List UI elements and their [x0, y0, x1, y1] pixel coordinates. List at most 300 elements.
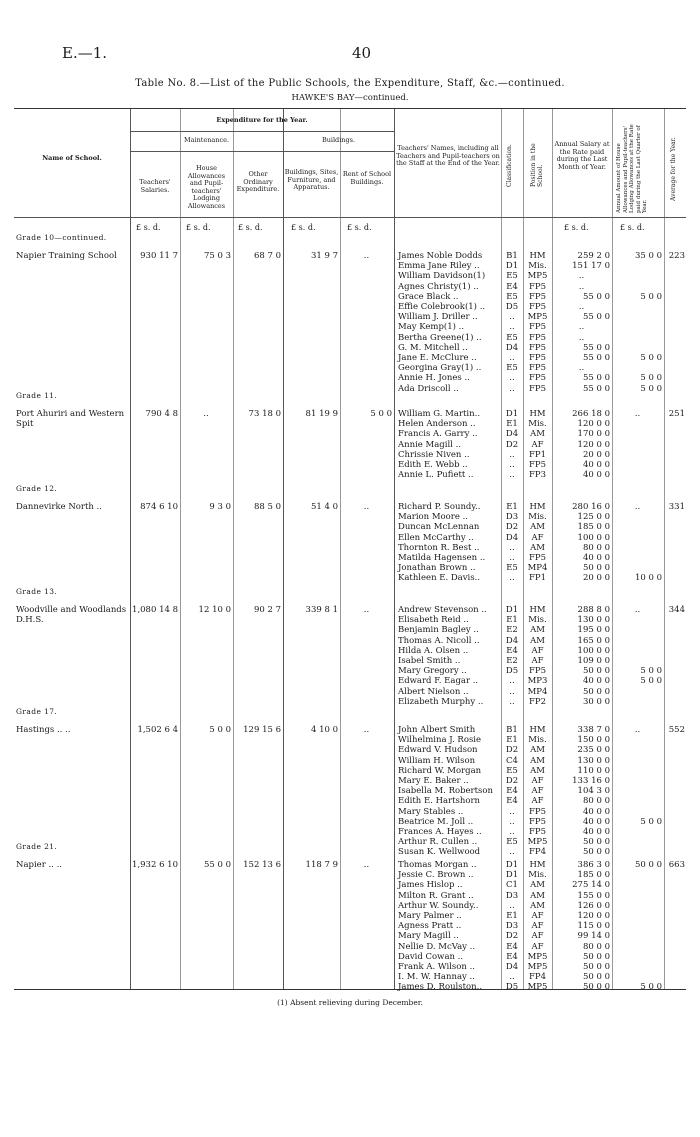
staff-position: FP5 — [528, 363, 547, 374]
staff-salary: 109 0 0 — [577, 656, 610, 666]
page-number: 40 — [352, 44, 372, 62]
staff-salary: 115 0 0 — [577, 921, 610, 932]
school-name: Dannevirke North .. — [16, 502, 102, 512]
staff-classification: .. — [509, 900, 515, 911]
staff-salary: 266 18 0 — [572, 409, 610, 419]
staff-classification: E5 — [506, 837, 518, 848]
staff-classification: D4 — [505, 342, 519, 353]
staff-position: MP4 — [527, 686, 548, 697]
staff-name: Grace Black .. — [398, 291, 459, 302]
staff-name: Isabel Smith .. — [398, 656, 461, 666]
staff-name: Wilhelmina J. Rosie — [398, 735, 482, 746]
staff-salary: 30 0 0 — [582, 696, 610, 707]
header-position: Position in the School. — [530, 143, 544, 187]
school-rent: 5 0 0 — [370, 409, 392, 419]
staff-name: Annie H. Jones .. — [398, 373, 470, 384]
staff-position: HM — [529, 502, 546, 512]
staff-position: AM — [530, 755, 545, 766]
staff-salary: 50 0 0 — [582, 686, 610, 697]
staff-position: MP5 — [527, 312, 548, 323]
school-name: Woodville and Woodlands D.H.S. — [16, 605, 127, 625]
staff-salary: 50 0 0 — [582, 847, 610, 858]
school-sites: 118 7 9 — [305, 860, 338, 870]
staff-salary: 40 0 0 — [582, 470, 610, 481]
staff-position: FP1 — [528, 449, 547, 460]
staff-position: HM — [529, 409, 546, 419]
school-rent: .. — [363, 502, 370, 512]
staff-classification: E5 — [506, 291, 518, 302]
staff-name: Mary Stables .. — [398, 806, 464, 817]
staff-classification: D4 — [505, 429, 519, 440]
staff-position: FP3 — [528, 470, 547, 481]
header-annual-amount: Annual Amount of House Allowances and Pupil-teachers' Lodging Allowances at the Rate paid during the Last Quarter of Year. — [616, 124, 648, 213]
staff-classification: E2 — [506, 656, 518, 666]
header-salaries: Teachers' Salaries. — [139, 178, 171, 194]
staff-name: May Kemp(1) .. — [398, 322, 465, 333]
header-rent: Rent of School Buildings. — [342, 170, 392, 186]
staff-position: FP5 — [528, 827, 547, 837]
staff-position: Mis. — [528, 615, 547, 626]
staff-classification: .. — [509, 816, 515, 827]
staff-salary: 151 17 0 — [572, 261, 610, 272]
staff-position: AF — [531, 941, 544, 952]
staff-position: HM — [529, 605, 546, 615]
school-salaries: 874 6 10 — [140, 502, 178, 512]
staff-classification: E4 — [506, 786, 518, 797]
staff-name: I. M. W. Hannay .. — [398, 972, 475, 983]
grade-label: Grade 10—continued. — [16, 233, 107, 242]
staff-salary: 50 0 0 — [582, 951, 610, 962]
staff-salary: 104 3 0 — [577, 786, 610, 797]
staff-position: AM — [530, 880, 545, 891]
staff-salary: 259 2 0 — [577, 251, 610, 261]
staff-position: FP5 — [528, 302, 547, 312]
staff-name: Benjamin Bagley .. — [398, 625, 479, 636]
header-maintenance: Maintenance. — [183, 136, 230, 144]
school-house: .. — [203, 409, 209, 419]
staff-name: Nellie D. McVay .. — [398, 941, 476, 952]
staff-position: AM — [530, 542, 545, 553]
staff-salary: 50 0 0 — [582, 563, 610, 574]
staff-name: Thomas Morgan .. — [398, 860, 477, 870]
grade-label: Grade 11. — [16, 391, 58, 400]
school-other: 90 2 7 — [253, 605, 281, 615]
school-other: 129 15 6 — [243, 725, 281, 735]
lsd-salaries: £ s. d. — [136, 223, 161, 232]
staff-position: HM — [529, 725, 546, 735]
header-sites: Buildings, Sites, Furniture, and Apparatus. — [284, 168, 339, 191]
staff-classification: D3 — [505, 512, 519, 523]
grade-label: Grade 17. — [16, 707, 58, 716]
staff-classification: D5 — [505, 982, 519, 993]
staff-classification: C1 — [506, 880, 518, 891]
staff-classification: E4 — [506, 645, 518, 656]
staff-position: MP5 — [527, 837, 548, 848]
staff-name: Agnes Christy(1) .. — [398, 281, 479, 292]
staff-salary: .. — [578, 322, 585, 333]
school-rent: .. — [363, 725, 370, 735]
staff-name: Edith E. Hartshorn — [398, 796, 481, 807]
staff-classification: D5 — [505, 302, 519, 312]
staff-position: Mis. — [528, 735, 547, 746]
school-average: 223 — [668, 251, 685, 261]
school-sites: 31 9 7 — [310, 251, 338, 261]
staff-classification: B1 — [506, 251, 518, 261]
staff-position: FP5 — [528, 383, 547, 394]
staff-allowance: 5 0 0 — [640, 666, 662, 677]
staff-classification: D1 — [505, 870, 519, 881]
staff-name: Arthur R. Cullen .. — [398, 837, 478, 848]
staff-salary: 150 0 0 — [577, 735, 610, 746]
staff-salary: 120 0 0 — [577, 419, 610, 430]
staff-classification: D4 — [505, 532, 519, 543]
school-house: 5 0 0 — [209, 725, 231, 735]
staff-name: Ada Driscoll .. — [398, 383, 459, 394]
staff-classification: .. — [509, 470, 515, 481]
staff-name: William H. Wilson — [398, 755, 476, 766]
staff-classification: .. — [509, 553, 515, 563]
staff-classification: E1 — [506, 419, 518, 430]
staff-position: AF — [531, 786, 544, 797]
staff-salary: 155 0 0 — [577, 890, 610, 901]
staff-salary: 55 0 0 — [582, 353, 610, 363]
staff-salary: 40 0 0 — [582, 553, 610, 563]
school-sites: 81 19 9 — [305, 409, 338, 419]
staff-classification: E5 — [506, 363, 518, 374]
staff-salary: 195 0 0 — [577, 625, 610, 636]
staff-name: Jonathan Brown .. — [398, 563, 476, 574]
staff-salary: 50 0 0 — [582, 837, 610, 848]
staff-salary: .. — [578, 332, 585, 343]
school-alloc: .. — [634, 605, 641, 615]
staff-salary: 165 0 0 — [577, 635, 610, 646]
staff-classification: D1 — [505, 261, 519, 272]
staff-name: Jessie C. Brown .. — [398, 870, 474, 881]
staff-salary: 80 0 0 — [582, 542, 610, 553]
school-alloc: .. — [634, 502, 641, 512]
staff-position: AF — [531, 532, 544, 543]
header-expenditure: Expenditure for the Year. — [216, 116, 308, 124]
staff-name: John Albert Smith — [398, 725, 476, 735]
school-name: Hastings .. .. — [16, 725, 71, 735]
staff-classification: D2 — [505, 776, 519, 786]
staff-name: William Davidson(1) — [398, 271, 486, 282]
staff-salary: 55 0 0 — [582, 312, 610, 323]
staff-name: Albert Nielson .. — [398, 686, 469, 697]
staff-classification: D4 — [505, 962, 519, 972]
staff-name: James Noble Dodds — [398, 251, 483, 261]
staff-position: MP3 — [527, 676, 548, 687]
staff-allowance: 5 0 0 — [640, 291, 662, 302]
staff-salary: .. — [578, 271, 585, 282]
staff-name: Elisabeth Reid .. — [398, 615, 469, 626]
school-average: 552 — [668, 725, 685, 735]
staff-salary: 40 0 0 — [582, 816, 610, 827]
staff-salary: 50 0 0 — [582, 666, 610, 677]
grade-label: Grade 13. — [16, 587, 58, 596]
staff-classification: E1 — [506, 735, 518, 746]
school-other: 73 18 0 — [248, 409, 281, 419]
staff-classification: E5 — [506, 332, 518, 343]
staff-name: Agness Pratt .. — [398, 921, 462, 932]
staff-salary: 126 0 0 — [577, 900, 610, 911]
lsd-rent: £ s. d. — [347, 223, 372, 232]
table — [14, 108, 686, 993]
staff-classification: E1 — [506, 502, 518, 512]
staff-position: HM — [529, 251, 546, 261]
staff-name: Duncan McLennan — [398, 522, 480, 533]
staff-salary: 110 0 0 — [577, 765, 610, 776]
staff-classification: E4 — [506, 951, 518, 962]
staff-position: MP5 — [527, 962, 548, 972]
school-house: 75 0 3 — [203, 251, 231, 261]
table-title: Table No. 8.—List of the Public Schools, the Expenditure, Staff, &c.—continued. — [135, 78, 565, 89]
staff-salary: 50 0 0 — [582, 972, 610, 983]
staff-position: AF — [531, 796, 544, 807]
staff-name: Richard W. Morgan — [398, 765, 482, 776]
staff-classification: C4 — [506, 755, 518, 766]
staff-salary: 40 0 0 — [582, 827, 610, 837]
staff-position: FP5 — [528, 281, 547, 292]
staff-classification: .. — [509, 383, 515, 394]
staff-salary: 40 0 0 — [582, 460, 610, 470]
school-rent: .. — [363, 860, 370, 870]
school-house: 55 0 0 — [203, 860, 231, 870]
staff-name: Mary Magill .. — [398, 931, 459, 942]
staff-salary: 50 0 0 — [582, 982, 610, 993]
staff-salary: 50 0 0 — [582, 962, 610, 972]
staff-name: Bertha Greene(1) .. — [398, 332, 482, 343]
staff-salary: 338 7 0 — [577, 725, 610, 735]
staff-position: MP5 — [527, 982, 548, 993]
staff-name: Kathleen E. Davis.. — [398, 573, 481, 584]
staff-classification: .. — [509, 972, 515, 983]
staff-name: Thornton R. Best .. — [398, 542, 480, 553]
school-name: Port Ahuriri and Western Spit — [16, 409, 125, 429]
staff-allowance: 10 0 0 — [634, 573, 662, 584]
staff-classification: .. — [509, 696, 515, 707]
staff-name: Richard P. Soundy.. — [398, 502, 481, 512]
staff-classification: D5 — [505, 666, 519, 677]
staff-position: FP5 — [528, 553, 547, 563]
staff-classification: E5 — [506, 563, 518, 574]
staff-name: Thomas A. Nicoll .. — [398, 635, 480, 646]
staff-classification: .. — [509, 322, 515, 333]
staff-salary: 55 0 0 — [582, 373, 610, 384]
staff-name: Effie Colebrook(1) .. — [398, 302, 486, 312]
staff-salary: 185 0 0 — [577, 522, 610, 533]
school-other: 88 5 0 — [253, 502, 281, 512]
staff-name: Chrissie Niven .. — [398, 449, 470, 460]
staff-name: James Hislop .. — [398, 880, 463, 891]
staff-salary: 280 16 0 — [572, 502, 610, 512]
school-alloc: .. — [634, 725, 641, 735]
staff-name: Ellen McCarthy .. — [398, 532, 474, 543]
staff-allowance: 5 0 0 — [640, 383, 662, 394]
grade-label: Grade 21. — [16, 842, 58, 851]
staff-position: AM — [530, 890, 545, 901]
school-alloc: 50 0 0 — [634, 860, 662, 870]
staff-salary: 170 0 0 — [577, 429, 610, 440]
staff-name: Helen Anderson .. — [398, 419, 476, 430]
staff-name: Francis A. Garry .. — [398, 429, 478, 440]
staff-name: Edith E. Webb .. — [398, 460, 468, 470]
staff-classification: D1 — [505, 409, 519, 419]
header-teachers: Teachers' Names, including all Teachers and Pupil-teachers on the Staff at the End of the Year. — [396, 144, 500, 167]
table-subtitle: HAWKE'S BAY—continued. — [291, 93, 409, 103]
staff-position: MP5 — [527, 951, 548, 962]
staff-classification: D2 — [505, 745, 519, 756]
staff-position: Mis. — [528, 870, 547, 881]
school-alloc: 35 0 0 — [634, 251, 662, 261]
school-salaries: 790 4 8 — [145, 409, 178, 419]
staff-position: Mis. — [528, 419, 547, 430]
staff-position: AF — [531, 439, 544, 450]
staff-name: Mary E. Baker .. — [398, 776, 469, 786]
staff-name: Andrew Stevenson .. — [398, 605, 487, 615]
staff-salary: .. — [578, 302, 585, 312]
staff-position: FP5 — [528, 322, 547, 333]
staff-allowance: 5 0 0 — [640, 676, 662, 687]
school-alloc: .. — [634, 409, 641, 419]
staff-name: Frank A. Wilson .. — [398, 962, 475, 972]
staff-classification: E4 — [506, 941, 518, 952]
footnote: (1) Absent relieving during December. — [277, 998, 423, 1007]
school-other: 152 13 6 — [243, 860, 281, 870]
staff-name: William J. Driller .. — [398, 312, 478, 323]
staff-name: Georgina Gray(1) .. — [398, 363, 482, 374]
staff-allowance: 5 0 0 — [640, 982, 662, 993]
staff-position: AF — [531, 645, 544, 656]
staff-name: Beatrice M. Joll .. — [398, 816, 474, 827]
staff-salary: 130 0 0 — [577, 615, 610, 626]
staff-position: FP5 — [528, 373, 547, 384]
staff-name: Elizabeth Murphy .. — [398, 696, 484, 707]
staff-classification: E1 — [506, 911, 518, 921]
school-average: 331 — [668, 502, 685, 512]
school-salaries: 930 11 7 — [140, 251, 178, 261]
staff-classification: .. — [509, 460, 515, 470]
staff-position: FP1 — [528, 573, 547, 584]
staff-position: Mis. — [528, 512, 547, 523]
staff-name: William G. Martin.. — [398, 409, 481, 419]
staff-salary: 55 0 0 — [582, 291, 610, 302]
staff-name: Emma Jane Riley .. — [398, 261, 480, 272]
staff-position: AM — [530, 429, 545, 440]
grade-label: Grade 12. — [16, 484, 58, 493]
staff-position: FP5 — [528, 332, 547, 343]
staff-classification: .. — [509, 676, 515, 687]
staff-salary: 133 16 0 — [572, 776, 610, 786]
staff-position: FP4 — [528, 847, 547, 858]
staff-salary: 125 0 0 — [577, 512, 610, 523]
staff-salary: .. — [578, 363, 585, 374]
staff-position: FP4 — [528, 972, 547, 983]
staff-name: Arthur W. Soundy.. — [398, 900, 479, 911]
lsd-sites: £ s. d. — [291, 223, 316, 232]
header-buildings: Buildings. — [321, 136, 356, 144]
staff-name: Frances A. Hayes .. — [398, 827, 482, 837]
staff-classification: D1 — [505, 860, 519, 870]
staff-position: FP5 — [528, 666, 547, 677]
staff-position: FP5 — [528, 460, 547, 470]
staff-position: MP4 — [527, 563, 548, 574]
school-sites: 339 8 1 — [305, 605, 338, 615]
staff-classification: .. — [509, 686, 515, 697]
staff-salary: 80 0 0 — [582, 941, 610, 952]
header-house: House Allowances and Pupil-teachers' Lodging Allowances — [187, 164, 226, 210]
school-salaries: 1,932 6 10 — [132, 860, 178, 870]
staff-classification: D2 — [505, 439, 519, 450]
staff-name: James D. Roulston.. — [398, 982, 483, 993]
staff-salary: 100 0 0 — [577, 645, 610, 656]
staff-name: Susan K. Wellwood — [398, 847, 481, 858]
staff-name: G. M. Mitchell .. — [398, 342, 468, 353]
school-rent: .. — [363, 251, 370, 261]
staff-position: AM — [530, 900, 545, 911]
staff-position: AF — [531, 931, 544, 942]
lsd-salary: £ s. d. — [564, 223, 589, 232]
staff-classification: .. — [509, 542, 515, 553]
lsd-alloc: £ s. d. — [620, 223, 645, 232]
school-sites: 4 10 0 — [310, 725, 338, 735]
staff-position: AM — [530, 635, 545, 646]
staff-classification: E4 — [506, 281, 518, 292]
staff-name: Edward V. Hudson — [398, 745, 478, 756]
header-salary: Annual Salary at the Rate paid during the Last Month of Year. — [554, 140, 610, 171]
school-sites: 51 4 0 — [310, 502, 338, 512]
staff-name: Annie Magill .. — [398, 439, 462, 450]
staff-position: FP5 — [528, 806, 547, 817]
staff-salary: 99 14 0 — [577, 931, 610, 942]
school-house: 12 10 0 — [198, 605, 231, 615]
staff-classification: .. — [509, 353, 515, 363]
school-average: 251 — [668, 409, 685, 419]
staff-salary: 185 0 0 — [577, 870, 610, 881]
staff-classification: .. — [509, 312, 515, 323]
staff-position: AM — [530, 765, 545, 776]
staff-classification: .. — [509, 827, 515, 837]
staff-classification: D3 — [505, 921, 519, 932]
header-average: Average for the Year. — [670, 137, 677, 201]
school-house: 9 3 0 — [209, 502, 231, 512]
staff-name: Hilda A. Olsen .. — [398, 645, 469, 656]
staff-position: FP2 — [528, 696, 547, 707]
staff-classification: .. — [509, 847, 515, 858]
staff-salary: 386 3 0 — [577, 860, 610, 870]
staff-allowance: 5 0 0 — [640, 373, 662, 384]
lsd-house: £ s. d. — [186, 223, 211, 232]
staff-name: Mary Palmer .. — [398, 911, 462, 921]
school-average: 344 — [668, 605, 685, 615]
staff-classification: E5 — [506, 271, 518, 282]
staff-position: AF — [531, 911, 544, 921]
staff-salary: .. — [578, 281, 585, 292]
staff-classification: E1 — [506, 615, 518, 626]
school-salaries: 1,080 14 8 — [132, 605, 178, 615]
staff-classification: D2 — [505, 931, 519, 942]
staff-name: Mary Gregory .. — [398, 666, 467, 677]
staff-salary: 80 0 0 — [582, 796, 610, 807]
staff-name: Isabella M. Robertson — [398, 786, 493, 797]
staff-salary: 130 0 0 — [577, 755, 610, 766]
staff-classification: .. — [509, 806, 515, 817]
school-salaries: 1,502 6 4 — [137, 725, 178, 735]
staff-classification: D2 — [505, 522, 519, 533]
staff-position: AM — [530, 522, 545, 533]
staff-name: Matilda Hagensen .. — [398, 553, 486, 563]
staff-position: FP5 — [528, 816, 547, 827]
